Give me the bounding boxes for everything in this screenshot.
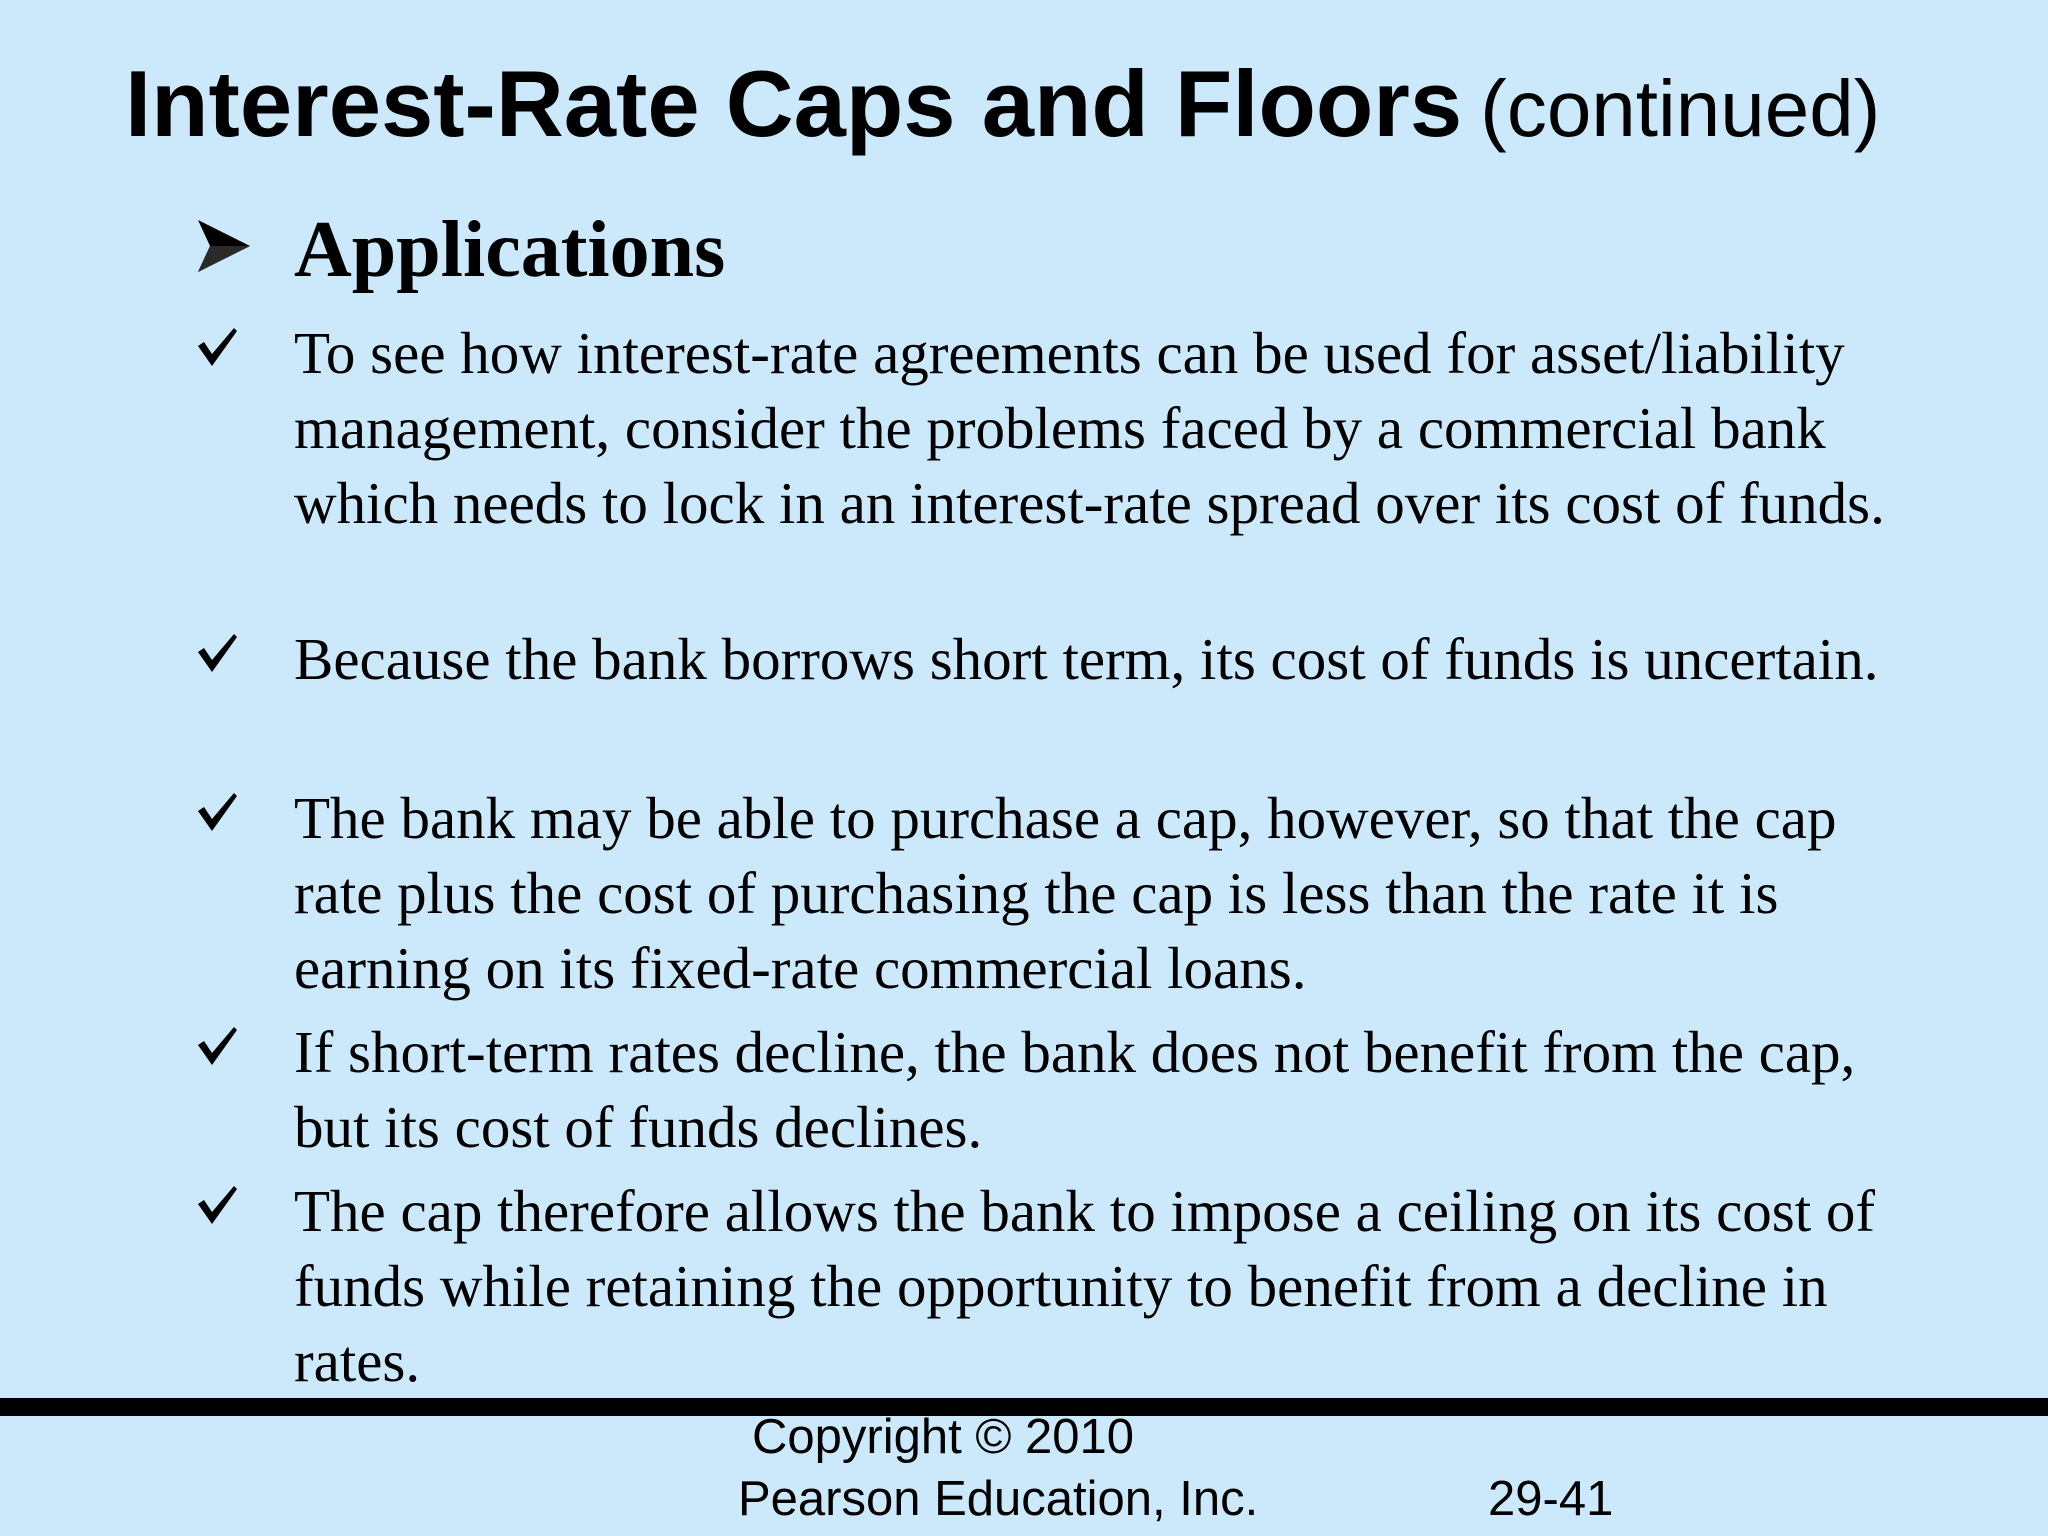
slide-title-suffix: (continued) xyxy=(1480,64,1881,153)
list-item-text: Because the bank borrows short term, its cost of funds is uncertain. xyxy=(294,626,1879,692)
slide-title-main: Interest-Rate Caps and Floors xyxy=(125,51,1463,156)
arrowhead-bullet-icon xyxy=(194,216,254,276)
list-item-text: The cap therefore allows the bank to impose a ceiling on its cost of funds while retaining the opportunity to benefit from a decline in rates. xyxy=(294,1178,1876,1394)
slide-number: 29-41 xyxy=(1488,1472,1614,1526)
slide-title xyxy=(125,52,1880,155)
list-item-text: The bank may be able to purchase a cap, however, so that the cap rate plus the cost of purchasing the cap is less than the rate it is earning on its fixed-rate commercial loans. xyxy=(294,785,1837,1001)
checkmark-icon xyxy=(194,1182,240,1228)
checkmark-icon xyxy=(194,630,240,676)
section-heading-text: Applications xyxy=(294,206,726,294)
checkmark-icon xyxy=(194,324,240,370)
list-item-text: If short-term rates decline, the bank does not benefit from the cap, but its cost of funds declines. xyxy=(294,1019,1856,1160)
copyright-line-2: Pearson Education, Inc. xyxy=(738,1472,1259,1526)
list-item-text: To see how interest-rate agreements can be used for asset/liability management, consider the problems faced by a commercial bank which needs to lock in an interest-rate spread over its cost of funds. xyxy=(294,320,1885,536)
checkmark-icon xyxy=(194,1023,240,1069)
checkmark-icon xyxy=(194,789,240,835)
copyright-line-1: Copyright © 2010 xyxy=(752,1410,1135,1464)
